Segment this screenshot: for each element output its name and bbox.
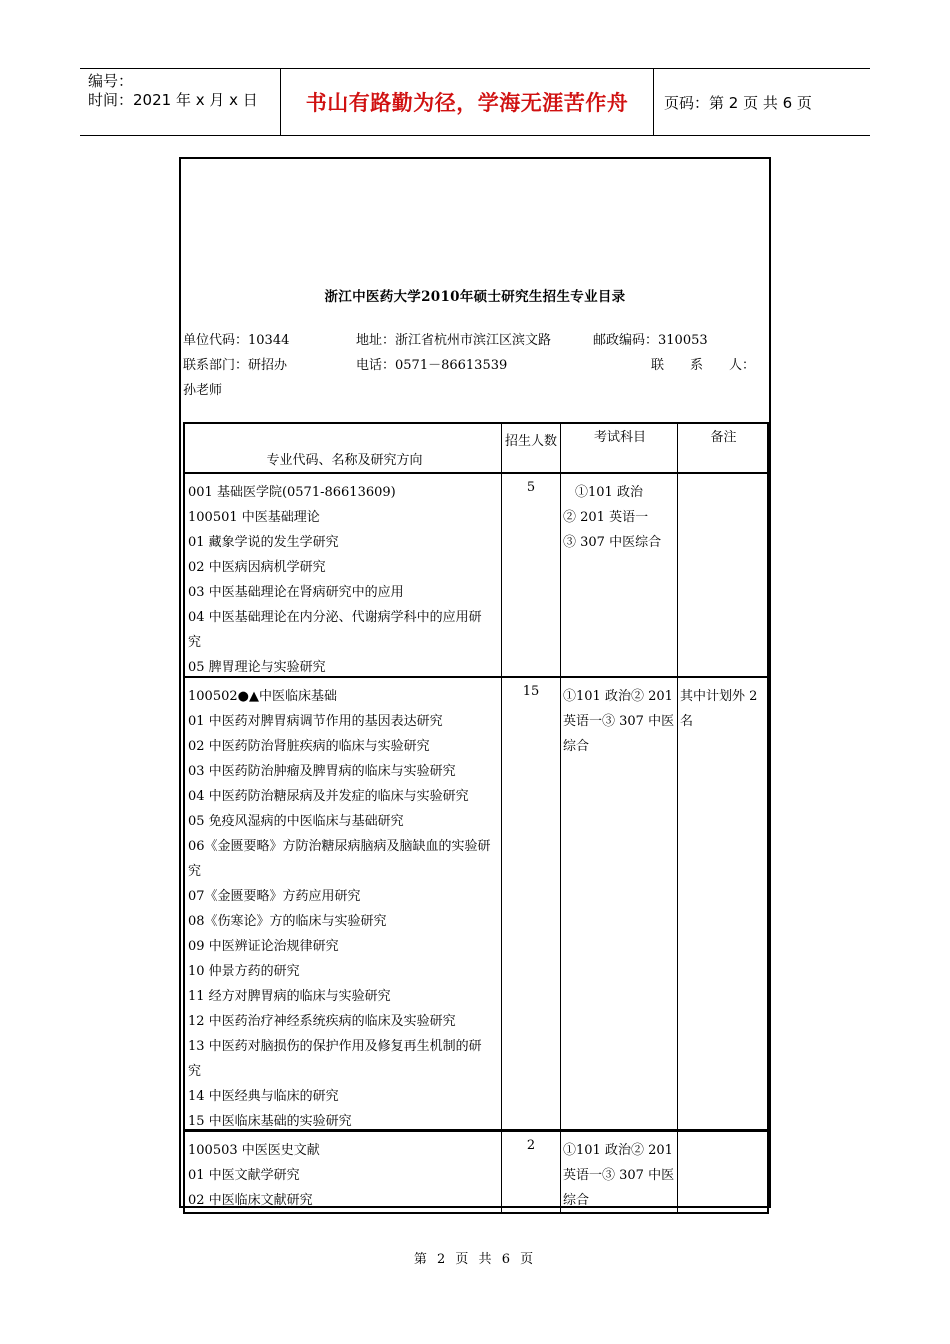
table-row bbox=[185, 678, 767, 1130]
list-item: 02 中医药防治肾脏疾病的临床与实验研究 bbox=[188, 739, 430, 754]
note-cell bbox=[678, 474, 767, 676]
list-item: 03 中医药防治肿瘤及脾胃病的临床与实验研究 bbox=[188, 764, 456, 779]
list-item: 04 中医药防治糖尿病及并发症的临床与实验研究 bbox=[188, 789, 469, 804]
list-item: 12 中医药治疗神经系统疾病的临床及实验研究 bbox=[188, 1014, 456, 1029]
table-row bbox=[185, 1130, 767, 1212]
list-item: 11 经方对脾胃病的临床与实验研究 bbox=[188, 989, 391, 1004]
majors-table bbox=[183, 422, 769, 1214]
header-motto: 书山有路勤为径，学海无涯苦作舟 bbox=[281, 69, 654, 135]
list-item: 02 中医病因病机学研究 bbox=[188, 560, 326, 575]
unit-info bbox=[183, 329, 771, 409]
exam-cell: ①101 政治 ② 201 英语一 ③ 307 中医综合 bbox=[561, 474, 678, 676]
list-item: 05 脾胃理论与实验研究 bbox=[188, 660, 326, 675]
phone: 电话：0571－86613539 bbox=[356, 358, 508, 373]
exam-cell: ①101 政治② 201 英语一③ 307 中医 综合 bbox=[561, 1132, 678, 1212]
list-item: 06《金匮要略》方防治糖尿病脑病及脑缺血的实验研究 bbox=[188, 839, 491, 879]
list-item: 100502●▲中医临床基础 bbox=[188, 689, 337, 704]
major-cell bbox=[185, 1132, 502, 1212]
list-item: 01 中医药对脾胃病调节作用的基因表达研究 bbox=[188, 714, 443, 729]
header-major: 专业代码、名称及研究方向 bbox=[266, 453, 423, 468]
address: 地址：浙江省杭州市滨江区滨文路 bbox=[356, 333, 552, 348]
exam-cell: ①101 政治② 201 英语一③ 307 中医 综合 bbox=[561, 678, 678, 1129]
list-item: 02 中医临床文献研究 bbox=[188, 1193, 313, 1208]
header-page-label: 页码：第 2 页 共 6 页 bbox=[664, 93, 812, 112]
list-item: 05 免疫风湿病的中医临床与基础研究 bbox=[188, 814, 404, 829]
list-item: 08《伤寒论》方的临床与实验研究 bbox=[188, 914, 387, 929]
list-item: 10 仲景方药的研究 bbox=[188, 964, 300, 979]
page-header bbox=[80, 68, 870, 136]
list-item: 001 基础医学院(0571-86613609) bbox=[188, 485, 396, 500]
list-item: 09 中医辨证论治规律研究 bbox=[188, 939, 339, 954]
major-cell bbox=[185, 678, 502, 1129]
unit-code: 单位代码：10344 bbox=[183, 333, 290, 348]
list-item: 14 中医经典与临床的研究 bbox=[188, 1089, 339, 1104]
note-cell: 其中计划外 2 名 bbox=[680, 689, 758, 729]
list-item: 04 中医基础理论在内分泌、代谢病学科中的应用研究 bbox=[188, 610, 482, 650]
header-note: 备注 bbox=[710, 430, 737, 445]
department: 联系部门：研招办 bbox=[183, 358, 288, 373]
header-exam: 考试科目 bbox=[561, 424, 678, 472]
header-meta bbox=[80, 69, 281, 135]
list-item: 01 中医文献学研究 bbox=[188, 1168, 300, 1183]
contact-name: 孙老师 bbox=[183, 383, 223, 398]
list-item: 03 中医基础理论在肾病研究中的应用 bbox=[188, 585, 404, 600]
major-cell bbox=[185, 474, 502, 676]
table-row bbox=[185, 474, 767, 678]
catalog-document bbox=[179, 157, 771, 1208]
page-footer: 第 2 页 共 6 页 bbox=[413, 1252, 537, 1267]
count-cell: 2 bbox=[502, 1132, 561, 1212]
list-item: 13 中医药对脑损伤的保护作用及修复再生机制的研究 bbox=[188, 1039, 482, 1079]
table-header-row bbox=[185, 424, 767, 474]
contact-label: 联 系 人： bbox=[651, 358, 756, 373]
list-item: 100503 中医医史文献 bbox=[188, 1143, 320, 1158]
count-cell: 5 bbox=[502, 474, 561, 676]
postcode: 邮政编码：310053 bbox=[593, 333, 708, 348]
time-label: 时间：2021 年 x 月 x 日 bbox=[88, 91, 258, 109]
header-count: 招生人数 bbox=[502, 424, 561, 472]
number-label: 编号： bbox=[88, 72, 134, 90]
list-item: 15 中医临床基础的实验研究 bbox=[188, 1114, 352, 1129]
note-cell bbox=[678, 1132, 767, 1212]
list-item: 07《金匮要略》方药应用研究 bbox=[188, 889, 361, 904]
list-item: 100501 中医基础理论 bbox=[188, 510, 320, 525]
list-item: 01 藏象学说的发生学研究 bbox=[188, 535, 339, 550]
count-cell: 15 bbox=[502, 678, 561, 1129]
document-title: 浙江中医药大学2010年硕士研究生招生专业目录 bbox=[324, 289, 626, 305]
